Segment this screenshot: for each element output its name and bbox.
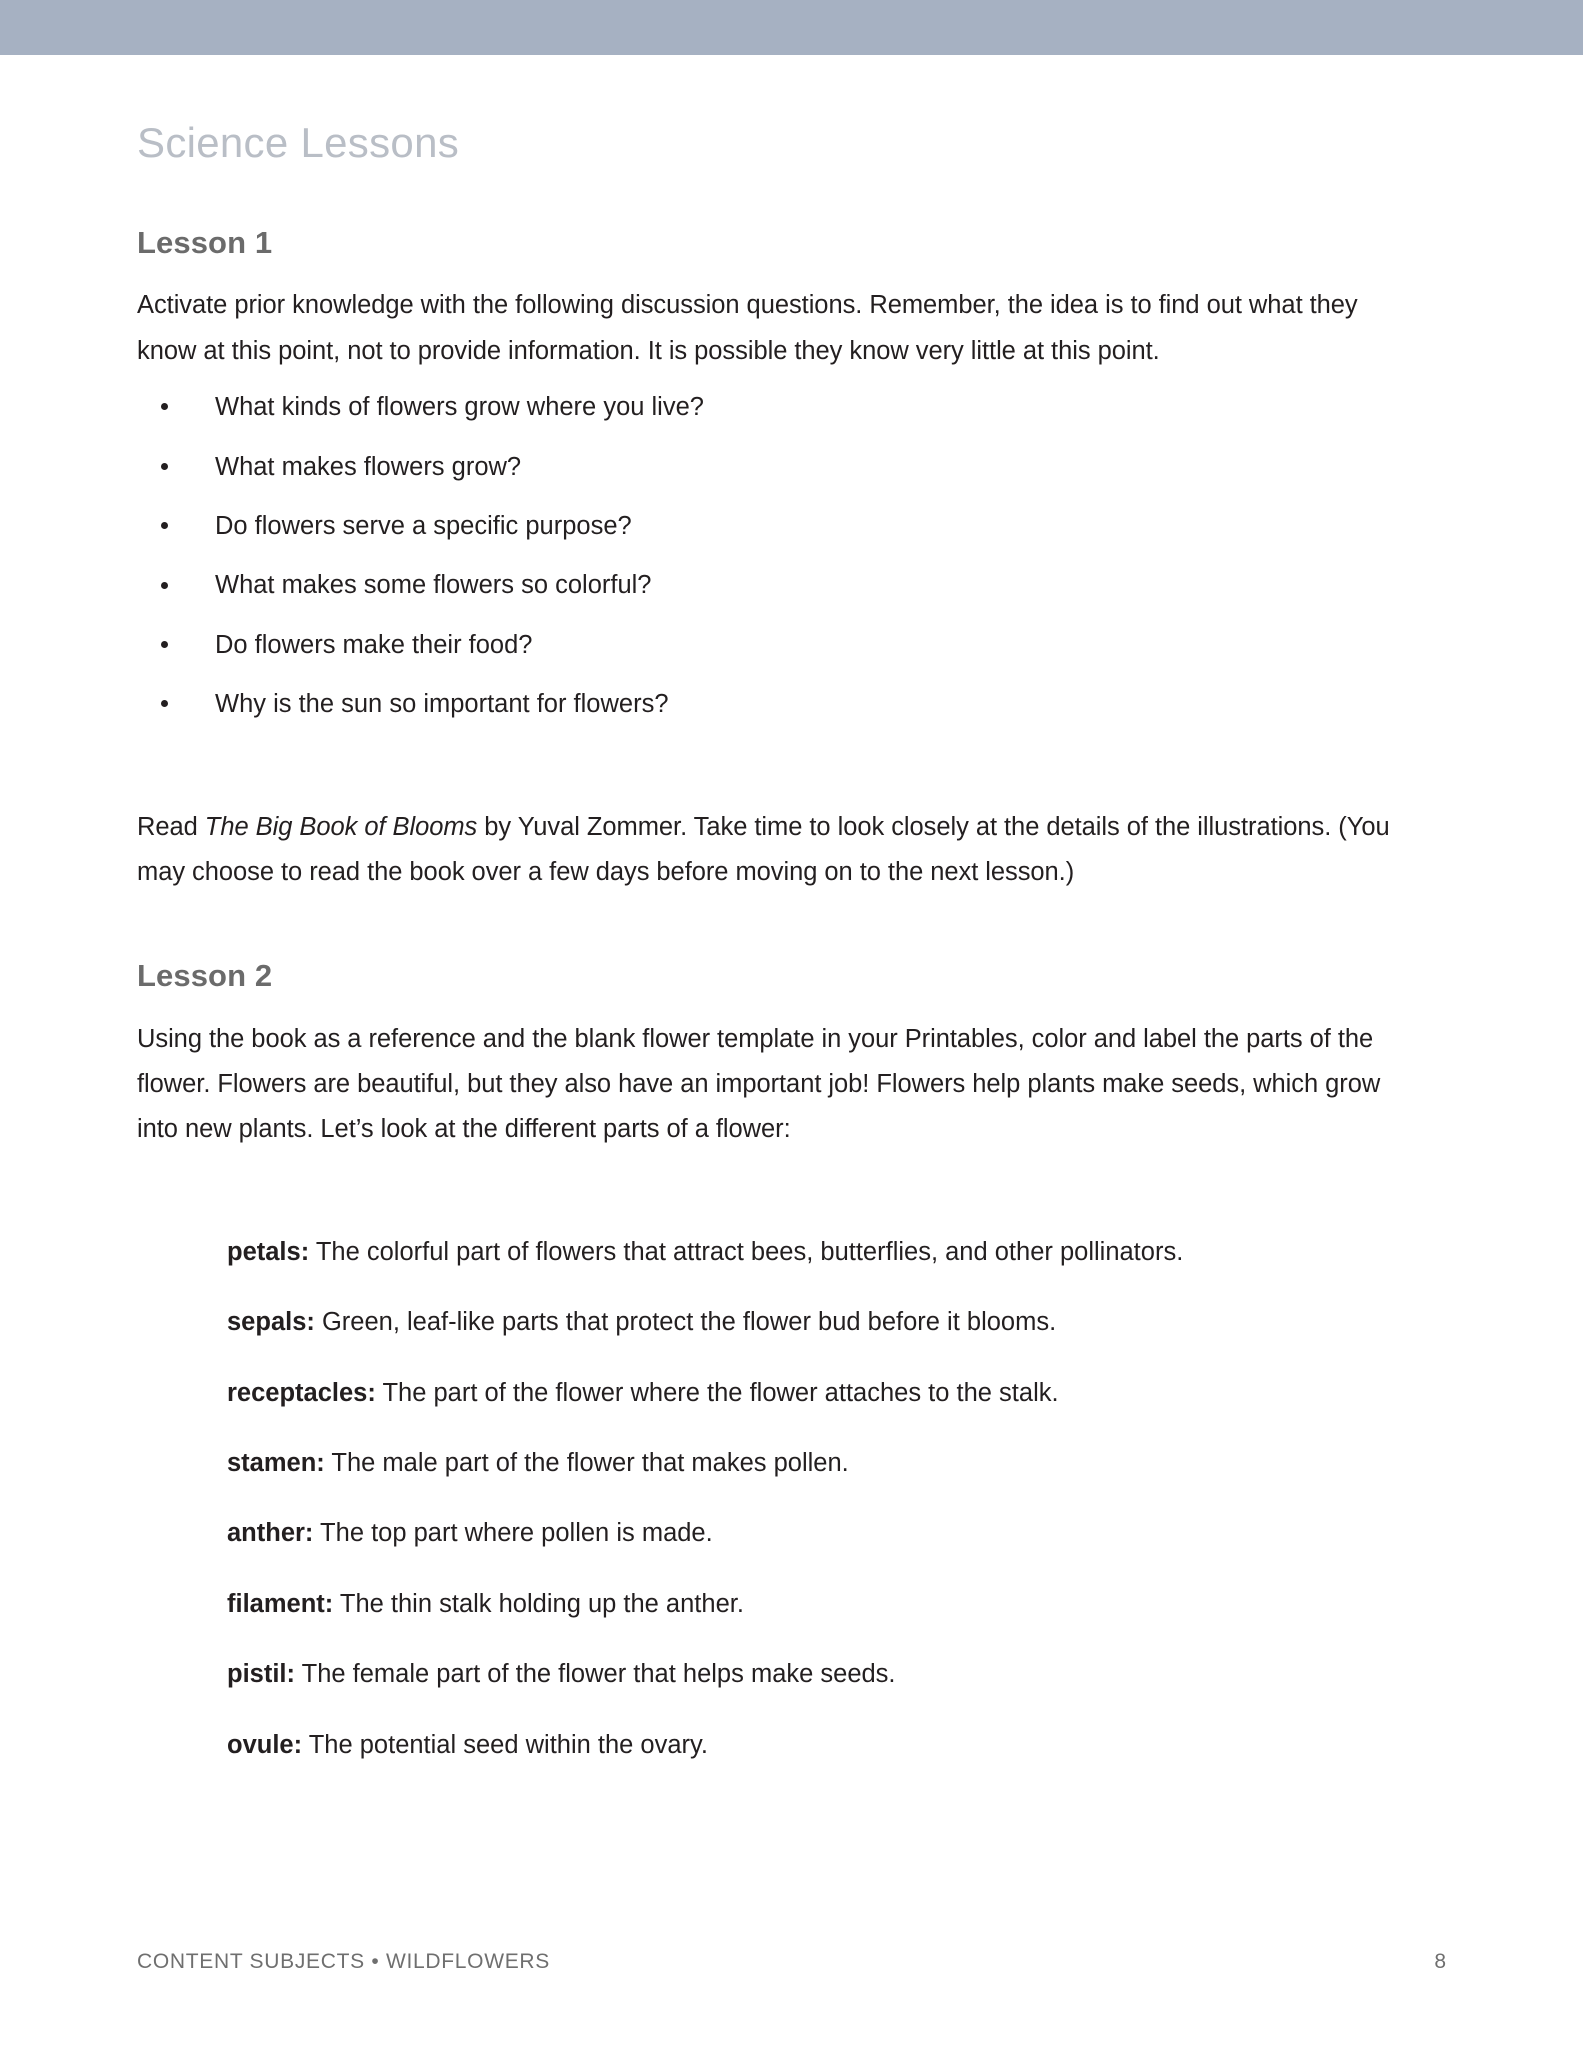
definition-item xyxy=(227,1657,1437,1691)
definition-term: stamen: xyxy=(227,1448,325,1477)
definition-description: The potential seed within the ovary. xyxy=(302,1730,708,1759)
list-item-label: What makes flowers grow? xyxy=(215,452,522,481)
definition-item xyxy=(227,1305,1437,1339)
bullet-icon xyxy=(161,700,168,707)
definition-description: Green, leaf-like parts that protect the flower bud before it blooms. xyxy=(314,1308,1057,1337)
definition-term: petals: xyxy=(227,1237,310,1266)
lesson-1-heading: Lesson 1 xyxy=(137,225,273,261)
list-item xyxy=(137,450,1437,484)
header-color-bar xyxy=(0,0,1583,55)
page-title: Science Lessons xyxy=(137,119,460,166)
book-title: The Big Book of Blooms xyxy=(204,812,478,841)
definition-term: sepals: xyxy=(227,1308,315,1337)
definition-item xyxy=(227,1728,1437,1762)
reading-suffix: by Yuval Zommer. Take time to look closely at the details of the illustrations. (You may choose to read the book over a few days before moving on to the next lesson.) xyxy=(137,812,1390,887)
definition-description: The part of the flower where the flower attaches to the stalk. xyxy=(375,1378,1059,1407)
list-item xyxy=(137,628,1437,662)
list-spacer xyxy=(137,747,1437,805)
definition-item xyxy=(227,1376,1437,1410)
reading-assignment-paragraph xyxy=(137,805,1402,896)
bullet-icon xyxy=(161,641,168,648)
definition-description: The female part of the flower that helps make seeds. xyxy=(295,1660,896,1689)
bullet-icon xyxy=(161,463,168,470)
lesson-2-heading: Lesson 2 xyxy=(137,958,273,994)
definition-term: anther: xyxy=(227,1519,314,1548)
page-footer xyxy=(137,1950,1446,1974)
definition-description: The top part where pollen is made. xyxy=(313,1519,713,1548)
bullet-icon xyxy=(161,403,168,410)
bullet-icon xyxy=(161,522,168,529)
definition-description: The thin stalk holding up the anther. xyxy=(333,1589,744,1618)
definition-term: pistil: xyxy=(227,1660,295,1689)
definition-item xyxy=(227,1235,1437,1269)
definition-item xyxy=(227,1587,1437,1621)
list-item-label: Why is the sun so important for flowers? xyxy=(215,690,669,719)
list-item-label: What makes some flowers so colorful? xyxy=(215,571,652,600)
flower-parts-definition-list xyxy=(137,1235,1437,1762)
definition-description: The male part of the flower that makes pollen. xyxy=(324,1448,849,1477)
definition-term: filament: xyxy=(227,1589,334,1618)
list-item-label: Do flowers make their food? xyxy=(215,630,533,659)
definition-term: ovule: xyxy=(227,1730,303,1759)
page-number: 8 xyxy=(1434,1950,1446,1973)
list-item xyxy=(137,509,1437,543)
definition-item xyxy=(227,1516,1437,1550)
reading-prefix: Read xyxy=(137,812,205,841)
bullet-icon xyxy=(161,582,168,589)
list-item-label: What kinds of flowers grow where you live? xyxy=(215,393,704,422)
definition-description: The colorful part of flowers that attract bees, butterflies, and other pollinators. xyxy=(309,1237,1184,1266)
definition-term: receptacles: xyxy=(227,1378,376,1407)
list-item xyxy=(137,568,1437,602)
definition-item xyxy=(227,1446,1437,1480)
list-item xyxy=(137,390,1437,424)
list-item xyxy=(137,687,1437,721)
page-content xyxy=(137,120,1437,1798)
list-item-label: Do flowers serve a specific purpose? xyxy=(215,511,632,540)
footer-breadcrumb: CONTENT SUBJECTS • WILDFLOWERS xyxy=(137,1950,550,1973)
discussion-questions-list xyxy=(137,390,1437,722)
lesson-2-intro-paragraph: Using the book as a reference and the blank flower template in your Printables, color and label the parts of the flower. Flowers are beautiful, but they also have an important job! Flowers help plants make seeds, which grow into new plants. Let’s look at the different parts of a flower: xyxy=(137,1024,1381,1144)
lesson-1-intro-paragraph: Activate prior knowledge with the following discussion questions. Remember, the idea is to find out what they know at this point, not to provide information. It is possible they know very little at this point. xyxy=(137,291,1358,365)
